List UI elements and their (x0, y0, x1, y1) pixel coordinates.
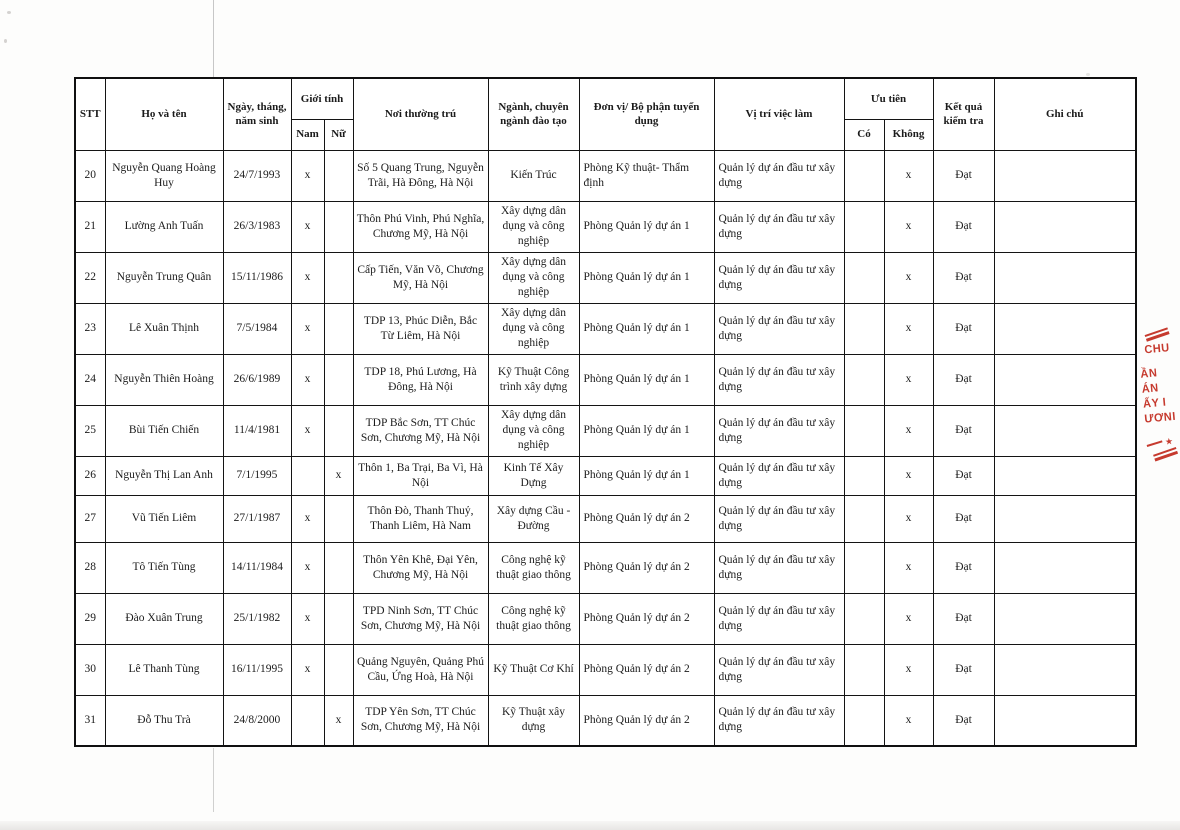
cell-dob: 26/6/1989 (223, 354, 291, 405)
cell-stt: 26 (75, 456, 105, 495)
cell-co (844, 495, 884, 542)
col-header-female: Nữ (324, 119, 353, 150)
cell-nu (324, 495, 353, 542)
cell-address: TPD Ninh Sơn, TT Chúc Sơn, Chương Mỹ, Hà Nội (353, 593, 488, 644)
stamp-text-fragment: ÁN (1141, 381, 1160, 396)
cell-dob: 11/4/1981 (223, 405, 291, 456)
cell-nu (324, 201, 353, 252)
cell-position: Quản lý dự án đầu tư xây dựng (714, 303, 844, 354)
cell-nu (324, 303, 353, 354)
cell-result: Đạt (933, 695, 994, 746)
cell-position: Quản lý dự án đầu tư xây dựng (714, 542, 844, 593)
cell-khong: x (884, 354, 933, 405)
cell-khong: x (884, 644, 933, 695)
table-row (75, 695, 1136, 746)
cell-position: Quản lý dự án đầu tư xây dựng (714, 252, 844, 303)
cell-major: Kinh Tế Xây Dựng (488, 456, 579, 495)
cell-stt: 30 (75, 644, 105, 695)
col-header-stt: STT (75, 78, 105, 150)
cell-name: Đào Xuân Trung (105, 593, 223, 644)
cell-nu (324, 644, 353, 695)
cell-position: Quản lý dự án đầu tư xây dựng (714, 495, 844, 542)
cell-dob: 16/11/1995 (223, 644, 291, 695)
cell-dob: 24/8/2000 (223, 695, 291, 746)
col-header-position: Vị trí việc làm (714, 78, 844, 150)
cell-name: Nguyễn Quang Hoàng Huy (105, 150, 223, 201)
cell-co (844, 456, 884, 495)
table-row (75, 405, 1136, 456)
table-row (75, 354, 1136, 405)
col-header-priority-yes: Có (844, 119, 884, 150)
cell-result: Đạt (933, 644, 994, 695)
cell-stt: 29 (75, 593, 105, 644)
recruitment-results-table (74, 77, 1137, 747)
cell-unit: Phòng Quản lý dự án 2 (579, 695, 714, 746)
cell-nam (291, 456, 324, 495)
cell-co (844, 354, 884, 405)
cell-note (994, 201, 1136, 252)
cell-major: Xây dựng dân dụng và công nghiệp (488, 201, 579, 252)
cell-major: Xây dựng dân dụng và công nghiệp (488, 405, 579, 456)
col-header-priority: Ưu tiên (844, 78, 933, 119)
col-header-major: Ngành, chuyên ngành đào tạo (488, 78, 579, 150)
cell-nu (324, 405, 353, 456)
table-row (75, 495, 1136, 542)
col-header-male: Nam (291, 119, 324, 150)
stamp-double-line-bottom (1153, 447, 1178, 461)
col-header-unit: Đơn vị/ Bộ phận tuyển dụng (579, 78, 714, 150)
cell-unit: Phòng Quản lý dự án 2 (579, 495, 714, 542)
cell-unit: Phòng Quản lý dự án 1 (579, 405, 714, 456)
cell-position: Quản lý dự án đầu tư xây dựng (714, 695, 844, 746)
cell-position: Quản lý dự án đầu tư xây dựng (714, 201, 844, 252)
cell-co (844, 644, 884, 695)
cell-unit: Phòng Quản lý dự án 2 (579, 644, 714, 695)
cell-address: TDP Bắc Sơn, TT Chúc Sơn, Chương Mỹ, Hà Nội (353, 405, 488, 456)
table-row (75, 456, 1136, 495)
cell-co (844, 593, 884, 644)
cell-note (994, 150, 1136, 201)
cell-khong: x (884, 593, 933, 644)
cell-khong: x (884, 456, 933, 495)
cell-khong: x (884, 201, 933, 252)
cell-stt: 25 (75, 405, 105, 456)
cell-major: Kỹ Thuật xây dựng (488, 695, 579, 746)
cell-result: Đạt (933, 495, 994, 542)
cell-name: Nguyễn Thị Lan Anh (105, 456, 223, 495)
cell-nu (324, 354, 353, 405)
cell-major: Công nghệ kỹ thuật giao thông (488, 593, 579, 644)
stamp-text-fragment: ẤY I (1142, 396, 1167, 411)
cell-note (994, 593, 1136, 644)
cell-address: TDP 18, Phú Lương, Hà Đông, Hà Nội (353, 354, 488, 405)
cell-stt: 21 (75, 201, 105, 252)
table-row (75, 303, 1136, 354)
cell-khong: x (884, 695, 933, 746)
cell-position: Quản lý dự án đầu tư xây dựng (714, 150, 844, 201)
cell-note (994, 695, 1136, 746)
cell-co (844, 201, 884, 252)
stamp-text-fragment: CHU (1143, 341, 1171, 357)
scan-edge-shadow (0, 821, 1180, 830)
cell-name: Lường Anh Tuấn (105, 201, 223, 252)
cell-major: Xây dựng dân dụng và công nghiệp (488, 252, 579, 303)
red-stamp-fragment (1135, 330, 1180, 475)
table-row (75, 201, 1136, 252)
star-icon: ★ (1164, 436, 1174, 447)
cell-name: Nguyễn Thiên Hoàng (105, 354, 223, 405)
cell-address: Cấp Tiến, Văn Võ, Chương Mỹ, Hà Nội (353, 252, 488, 303)
cell-result: Đạt (933, 456, 994, 495)
cell-unit: Phòng Quản lý dự án 1 (579, 354, 714, 405)
cell-name: Lê Thanh Tùng (105, 644, 223, 695)
cell-unit: Phòng Quản lý dự án 1 (579, 456, 714, 495)
cell-nu (324, 542, 353, 593)
cell-nam: x (291, 542, 324, 593)
cell-major: Kỹ Thuật Công trình xây dựng (488, 354, 579, 405)
cell-major: Xây dựng Cầu - Đường (488, 495, 579, 542)
cell-dob: 25/1/1982 (223, 593, 291, 644)
cell-khong: x (884, 405, 933, 456)
cell-position: Quản lý dự án đầu tư xây dựng (714, 354, 844, 405)
col-header-note: Ghi chú (994, 78, 1136, 150)
cell-note (994, 644, 1136, 695)
cell-result: Đạt (933, 150, 994, 201)
cell-khong: x (884, 150, 933, 201)
cell-dob: 24/7/1993 (223, 150, 291, 201)
cell-co (844, 252, 884, 303)
cell-nam: x (291, 150, 324, 201)
cell-result: Đạt (933, 252, 994, 303)
cell-co (844, 150, 884, 201)
col-header-gender: Giới tính (291, 78, 353, 119)
table-row (75, 150, 1136, 201)
stamp-text-fragment: ƯƠNI (1143, 410, 1177, 426)
cell-position: Quản lý dự án đầu tư xây dựng (714, 405, 844, 456)
cell-note (994, 456, 1136, 495)
cell-nu: x (324, 695, 353, 746)
cell-nam: x (291, 252, 324, 303)
cell-nam: x (291, 644, 324, 695)
cell-major: Kiến Trúc (488, 150, 579, 201)
cell-unit: Phòng Quản lý dự án 2 (579, 542, 714, 593)
cell-unit: Phòng Quản lý dự án 2 (579, 593, 714, 644)
cell-khong: x (884, 542, 933, 593)
stamp-text-fragment: ẦN (1139, 366, 1158, 381)
cell-co (844, 303, 884, 354)
paper-fold-line-bottom (213, 748, 214, 812)
cell-result: Đạt (933, 405, 994, 456)
cell-co (844, 405, 884, 456)
cell-address: Thôn Đò, Thanh Thuỷ, Thanh Liêm, Hà Nam (353, 495, 488, 542)
cell-major: Kỹ Thuật Cơ Khí (488, 644, 579, 695)
cell-dob: 27/1/1987 (223, 495, 291, 542)
cell-unit: Phòng Kỹ thuật- Thẩm định (579, 150, 714, 201)
cell-khong: x (884, 495, 933, 542)
cell-unit: Phòng Quản lý dự án 1 (579, 303, 714, 354)
cell-nu: x (324, 456, 353, 495)
cell-name: Bùi Tiến Chiến (105, 405, 223, 456)
cell-nam: x (291, 495, 324, 542)
cell-co (844, 695, 884, 746)
cell-name: Nguyễn Trung Quân (105, 252, 223, 303)
cell-co (844, 542, 884, 593)
cell-position: Quản lý dự án đầu tư xây dựng (714, 456, 844, 495)
cell-result: Đạt (933, 593, 994, 644)
cell-dob: 15/11/1986 (223, 252, 291, 303)
col-header-address: Nơi thường trú (353, 78, 488, 150)
cell-dob: 14/11/1984 (223, 542, 291, 593)
cell-note (994, 252, 1136, 303)
cell-note (994, 354, 1136, 405)
cell-position: Quản lý dự án đầu tư xây dựng (714, 593, 844, 644)
cell-stt: 31 (75, 695, 105, 746)
cell-nam: x (291, 354, 324, 405)
stamp-double-line-top (1145, 327, 1170, 341)
cell-address: Thôn Yên Khê, Đại Yên, Chương Mỹ, Hà Nội (353, 542, 488, 593)
cell-note (994, 495, 1136, 542)
cell-name: Lê Xuân Thịnh (105, 303, 223, 354)
cell-address: TDP Yên Sơn, TT Chúc Sơn, Chương Mỹ, Hà Nội (353, 695, 488, 746)
cell-name: Tô Tiến Tùng (105, 542, 223, 593)
cell-stt: 22 (75, 252, 105, 303)
cell-nu (324, 252, 353, 303)
cell-address: Quảng Nguyên, Quảng Phú Cầu, Ứng Hoà, Hà Nội (353, 644, 488, 695)
cell-nam: x (291, 405, 324, 456)
cell-address: Thôn Phú Vinh, Phú Nghĩa, Chương Mỹ, Hà Nội (353, 201, 488, 252)
cell-major: Công nghệ kỹ thuật giao thông (488, 542, 579, 593)
cell-nam (291, 695, 324, 746)
cell-dob: 7/5/1984 (223, 303, 291, 354)
cell-address: Số 5 Quang Trung, Nguyễn Trãi, Hà Đông, Hà Nội (353, 150, 488, 201)
cell-unit: Phòng Quản lý dự án 1 (579, 252, 714, 303)
cell-nam: x (291, 593, 324, 644)
cell-address: Thôn 1, Ba Trại, Ba Vì, Hà Nội (353, 456, 488, 495)
cell-stt: 27 (75, 495, 105, 542)
cell-nu (324, 593, 353, 644)
cell-result: Đạt (933, 201, 994, 252)
cell-nam: x (291, 201, 324, 252)
table-row (75, 542, 1136, 593)
cell-stt: 20 (75, 150, 105, 201)
cell-result: Đạt (933, 354, 994, 405)
cell-dob: 26/3/1983 (223, 201, 291, 252)
cell-note (994, 542, 1136, 593)
cell-nam: x (291, 303, 324, 354)
table-row (75, 593, 1136, 644)
col-header-name: Họ và tên (105, 78, 223, 150)
cell-result: Đạt (933, 542, 994, 593)
cell-name: Đỗ Thu Trà (105, 695, 223, 746)
cell-stt: 23 (75, 303, 105, 354)
scan-speck (1086, 73, 1090, 76)
cell-major: Xây dựng dân dụng và công nghiệp (488, 303, 579, 354)
cell-stt: 24 (75, 354, 105, 405)
cell-dob: 7/1/1995 (223, 456, 291, 495)
col-header-dob: Ngày, tháng, năm sinh (223, 78, 291, 150)
cell-nu (324, 150, 353, 201)
cell-note (994, 405, 1136, 456)
cell-position: Quản lý dự án đầu tư xây dựng (714, 644, 844, 695)
scan-speck (4, 39, 7, 43)
cell-khong: x (884, 252, 933, 303)
table-row (75, 252, 1136, 303)
cell-note (994, 303, 1136, 354)
cell-name: Vũ Tiến Liêm (105, 495, 223, 542)
cell-address: TDP 13, Phúc Diễn, Bắc Từ Liêm, Hà Nội (353, 303, 488, 354)
cell-khong: x (884, 303, 933, 354)
scan-speck (7, 11, 11, 14)
col-header-priority-no: Không (884, 119, 933, 150)
cell-unit: Phòng Quản lý dự án 1 (579, 201, 714, 252)
col-header-result: Kết quả kiểm tra (933, 78, 994, 150)
cell-stt: 28 (75, 542, 105, 593)
cell-result: Đạt (933, 303, 994, 354)
table-row (75, 644, 1136, 695)
